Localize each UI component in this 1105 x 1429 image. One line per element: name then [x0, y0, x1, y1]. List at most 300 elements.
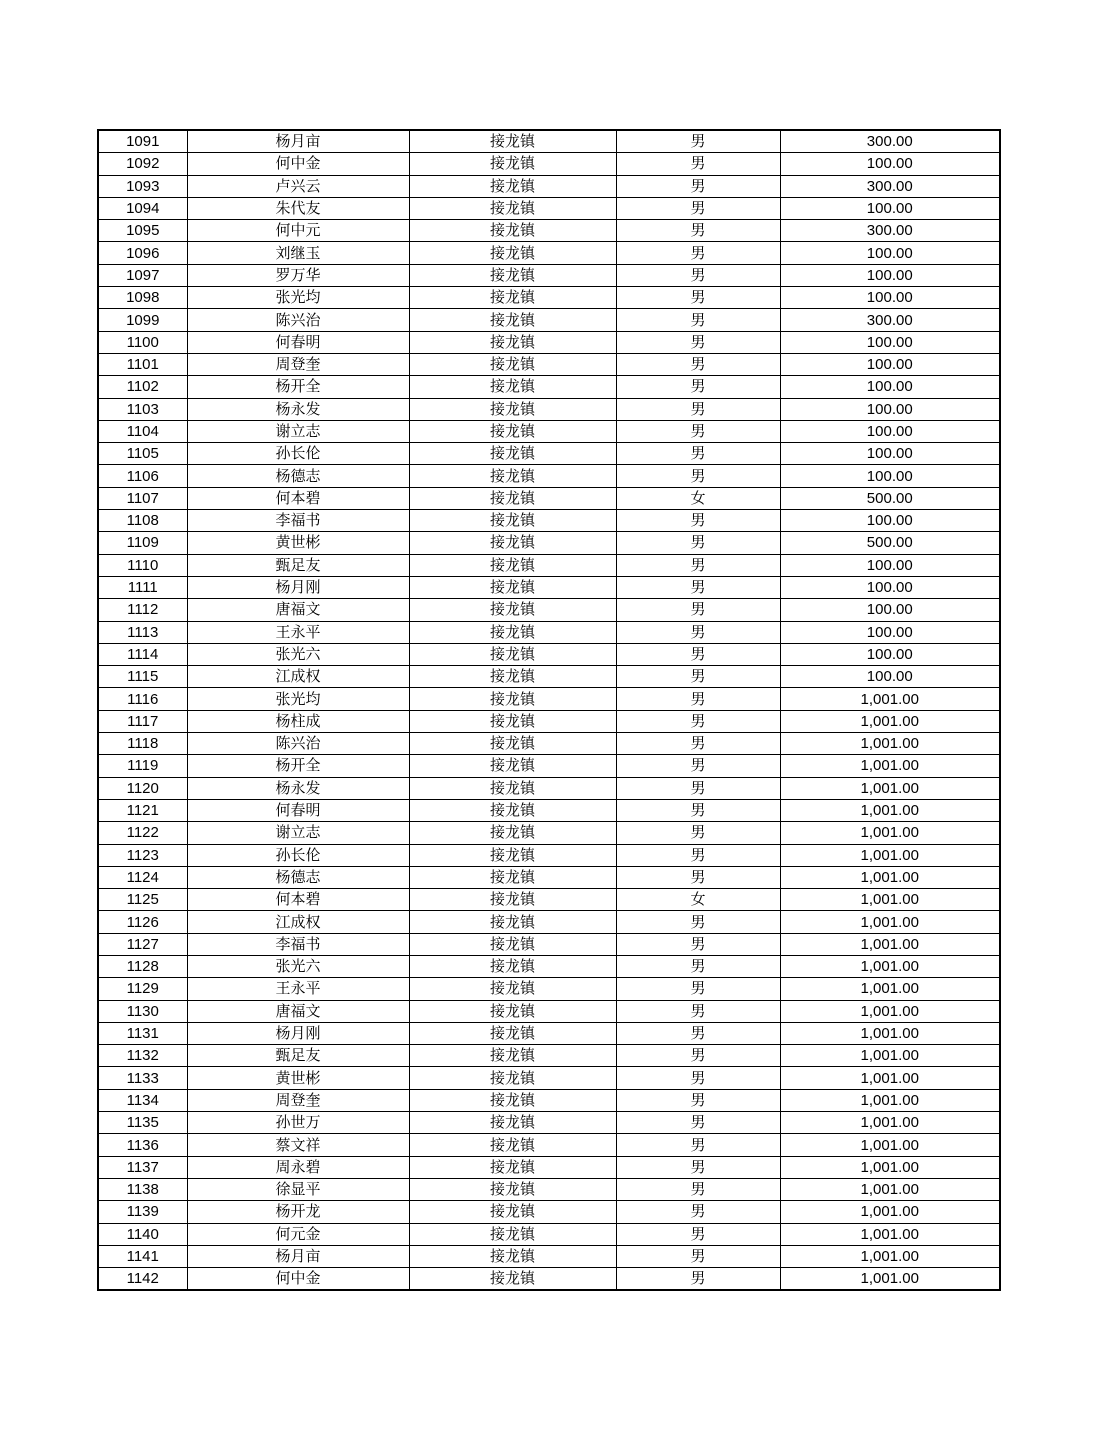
table-row	[98, 1112, 1000, 1134]
cell-town: 接龙镇	[409, 1089, 616, 1111]
cell-number: 1122	[98, 822, 187, 844]
cell-gender: 男	[616, 1000, 780, 1022]
cell-number: 1101	[98, 353, 187, 375]
cell-name: 甄足友	[187, 554, 409, 576]
cell-amount: 500.00	[780, 487, 1000, 509]
cell-name: 王永平	[187, 621, 409, 643]
cell-amount: 300.00	[780, 309, 1000, 331]
cell-amount: 1,001.00	[780, 777, 1000, 799]
cell-name: 谢立志	[187, 822, 409, 844]
cell-amount: 1,001.00	[780, 1112, 1000, 1134]
cell-gender: 男	[616, 799, 780, 821]
cell-town: 接龙镇	[409, 777, 616, 799]
cell-amount: 100.00	[780, 643, 1000, 665]
cell-gender: 男	[616, 1067, 780, 1089]
table-row	[98, 710, 1000, 732]
cell-gender: 男	[616, 264, 780, 286]
cell-town: 接龙镇	[409, 1245, 616, 1267]
cell-name: 周登奎	[187, 1089, 409, 1111]
cell-amount: 1,001.00	[780, 1134, 1000, 1156]
cell-number: 1135	[98, 1112, 187, 1134]
cell-name: 刘继玉	[187, 242, 409, 264]
cell-number: 1126	[98, 911, 187, 933]
cell-name: 江成权	[187, 666, 409, 688]
cell-gender: 男	[616, 465, 780, 487]
cell-gender: 男	[616, 822, 780, 844]
cell-name: 周登奎	[187, 353, 409, 375]
table-row	[98, 1000, 1000, 1022]
table-row	[98, 242, 1000, 264]
cell-gender: 男	[616, 331, 780, 353]
table-row	[98, 1067, 1000, 1089]
cell-amount: 1,001.00	[780, 1268, 1000, 1291]
cell-amount: 100.00	[780, 621, 1000, 643]
cell-town: 接龙镇	[409, 911, 616, 933]
cell-number: 1124	[98, 866, 187, 888]
cell-gender: 男	[616, 1045, 780, 1067]
cell-gender: 男	[616, 1156, 780, 1178]
cell-amount: 1,001.00	[780, 978, 1000, 1000]
table-row	[98, 353, 1000, 375]
cell-number: 1116	[98, 688, 187, 710]
cell-number: 1129	[98, 978, 187, 1000]
cell-gender: 男	[616, 643, 780, 665]
cell-number: 1127	[98, 933, 187, 955]
cell-number: 1141	[98, 1245, 187, 1267]
table-row	[98, 1201, 1000, 1223]
cell-gender: 男	[616, 1245, 780, 1267]
table-row	[98, 844, 1000, 866]
cell-amount: 1,001.00	[780, 1067, 1000, 1089]
cell-name: 杨开龙	[187, 1201, 409, 1223]
cell-amount: 1,001.00	[780, 822, 1000, 844]
cell-name: 何中金	[187, 153, 409, 175]
cell-number: 1099	[98, 309, 187, 331]
cell-gender: 男	[616, 242, 780, 264]
cell-amount: 1,001.00	[780, 1156, 1000, 1178]
cell-amount: 100.00	[780, 153, 1000, 175]
cell-amount: 100.00	[780, 353, 1000, 375]
cell-amount: 300.00	[780, 220, 1000, 242]
cell-gender: 男	[616, 532, 780, 554]
cell-amount: 100.00	[780, 197, 1000, 219]
cell-name: 何本碧	[187, 889, 409, 911]
cell-name: 杨开全	[187, 755, 409, 777]
cell-number: 1097	[98, 264, 187, 286]
cell-number: 1109	[98, 532, 187, 554]
cell-gender: 女	[616, 889, 780, 911]
cell-number: 1094	[98, 197, 187, 219]
cell-town: 接龙镇	[409, 688, 616, 710]
table-row	[98, 755, 1000, 777]
cell-number: 1111	[98, 576, 187, 598]
table-row	[98, 309, 1000, 331]
cell-amount: 100.00	[780, 465, 1000, 487]
cell-name: 张光六	[187, 955, 409, 977]
table-row	[98, 911, 1000, 933]
cell-amount: 1,001.00	[780, 1089, 1000, 1111]
cell-number: 1134	[98, 1089, 187, 1111]
cell-name: 罗万华	[187, 264, 409, 286]
cell-number: 1098	[98, 287, 187, 309]
cell-gender: 男	[616, 398, 780, 420]
cell-town: 接龙镇	[409, 755, 616, 777]
cell-gender: 男	[616, 309, 780, 331]
table-row	[98, 465, 1000, 487]
cell-town: 接龙镇	[409, 175, 616, 197]
table-row	[98, 376, 1000, 398]
cell-amount: 100.00	[780, 398, 1000, 420]
table-row	[98, 799, 1000, 821]
cell-gender: 男	[616, 866, 780, 888]
table-row	[98, 1156, 1000, 1178]
cell-gender: 男	[616, 576, 780, 598]
cell-number: 1113	[98, 621, 187, 643]
cell-amount: 1,001.00	[780, 889, 1000, 911]
cell-name: 杨德志	[187, 866, 409, 888]
cell-town: 接龙镇	[409, 554, 616, 576]
cell-gender: 男	[616, 599, 780, 621]
table-row	[98, 1223, 1000, 1245]
cell-name: 周永碧	[187, 1156, 409, 1178]
cell-town: 接龙镇	[409, 1223, 616, 1245]
cell-town: 接龙镇	[409, 799, 616, 821]
cell-town: 接龙镇	[409, 353, 616, 375]
cell-number: 1117	[98, 710, 187, 732]
cell-name: 朱代友	[187, 197, 409, 219]
cell-name: 张光均	[187, 287, 409, 309]
cell-name: 谢立志	[187, 420, 409, 442]
cell-gender: 男	[616, 287, 780, 309]
cell-gender: 男	[616, 197, 780, 219]
cell-amount: 1,001.00	[780, 1000, 1000, 1022]
cell-town: 接龙镇	[409, 866, 616, 888]
cell-gender: 男	[616, 733, 780, 755]
cell-town: 接龙镇	[409, 309, 616, 331]
cell-town: 接龙镇	[409, 130, 616, 153]
cell-number: 1092	[98, 153, 187, 175]
cell-amount: 100.00	[780, 242, 1000, 264]
table-row	[98, 220, 1000, 242]
cell-town: 接龙镇	[409, 666, 616, 688]
cell-gender: 男	[616, 443, 780, 465]
cell-gender: 男	[616, 688, 780, 710]
cell-town: 接龙镇	[409, 532, 616, 554]
table-row	[98, 130, 1000, 153]
cell-gender: 男	[616, 1022, 780, 1044]
cell-number: 1136	[98, 1134, 187, 1156]
table-row	[98, 733, 1000, 755]
cell-number: 1137	[98, 1156, 187, 1178]
cell-gender: 男	[616, 153, 780, 175]
cell-gender: 男	[616, 1178, 780, 1200]
cell-amount: 1,001.00	[780, 911, 1000, 933]
table-row	[98, 866, 1000, 888]
cell-number: 1115	[98, 666, 187, 688]
cell-gender: 男	[616, 911, 780, 933]
table-row	[98, 287, 1000, 309]
table-row	[98, 955, 1000, 977]
cell-name: 杨永发	[187, 398, 409, 420]
table-row	[98, 599, 1000, 621]
cell-name: 何中元	[187, 220, 409, 242]
cell-number: 1121	[98, 799, 187, 821]
table-row	[98, 666, 1000, 688]
cell-number: 1132	[98, 1045, 187, 1067]
cell-name: 黄世彬	[187, 1067, 409, 1089]
cell-name: 何春明	[187, 331, 409, 353]
cell-gender: 男	[616, 1134, 780, 1156]
cell-number: 1114	[98, 643, 187, 665]
cell-town: 接龙镇	[409, 510, 616, 532]
cell-name: 甄足友	[187, 1045, 409, 1067]
cell-amount: 100.00	[780, 376, 1000, 398]
cell-town: 接龙镇	[409, 576, 616, 598]
cell-amount: 1,001.00	[780, 688, 1000, 710]
cell-number: 1118	[98, 733, 187, 755]
cell-amount: 100.00	[780, 554, 1000, 576]
cell-name: 蔡文祥	[187, 1134, 409, 1156]
cell-amount: 100.00	[780, 666, 1000, 688]
cell-town: 接龙镇	[409, 621, 616, 643]
cell-gender: 男	[616, 621, 780, 643]
cell-town: 接龙镇	[409, 331, 616, 353]
table-row	[98, 175, 1000, 197]
cell-number: 1100	[98, 331, 187, 353]
cell-name: 何春明	[187, 799, 409, 821]
cell-name: 杨月亩	[187, 1245, 409, 1267]
cell-gender: 男	[616, 130, 780, 153]
cell-name: 唐福文	[187, 599, 409, 621]
table-row	[98, 643, 1000, 665]
cell-amount: 1,001.00	[780, 933, 1000, 955]
cell-number: 1105	[98, 443, 187, 465]
cell-name: 杨月刚	[187, 1022, 409, 1044]
table-row	[98, 443, 1000, 465]
table-row	[98, 1045, 1000, 1067]
cell-name: 李福书	[187, 933, 409, 955]
cell-town: 接龙镇	[409, 443, 616, 465]
cell-number: 1102	[98, 376, 187, 398]
cell-town: 接龙镇	[409, 220, 616, 242]
cell-amount: 100.00	[780, 287, 1000, 309]
cell-town: 接龙镇	[409, 933, 616, 955]
cell-amount: 1,001.00	[780, 1045, 1000, 1067]
cell-amount: 100.00	[780, 443, 1000, 465]
cell-number: 1128	[98, 955, 187, 977]
cell-number: 1125	[98, 889, 187, 911]
cell-name: 杨德志	[187, 465, 409, 487]
cell-number: 1120	[98, 777, 187, 799]
cell-name: 陈兴治	[187, 309, 409, 331]
cell-name: 李福书	[187, 510, 409, 532]
cell-amount: 1,001.00	[780, 1022, 1000, 1044]
cell-gender: 男	[616, 933, 780, 955]
cell-number: 1123	[98, 844, 187, 866]
roster-table	[97, 129, 1001, 1291]
cell-gender: 男	[616, 1112, 780, 1134]
cell-name: 何本碧	[187, 487, 409, 509]
roster-table-body	[98, 130, 1000, 1290]
cell-amount: 300.00	[780, 130, 1000, 153]
cell-gender: 男	[616, 1223, 780, 1245]
cell-name: 张光均	[187, 688, 409, 710]
table-row	[98, 197, 1000, 219]
cell-gender: 男	[616, 376, 780, 398]
cell-name: 王永平	[187, 978, 409, 1000]
cell-name: 何中金	[187, 1268, 409, 1291]
cell-town: 接龙镇	[409, 398, 616, 420]
table-row	[98, 889, 1000, 911]
cell-town: 接龙镇	[409, 376, 616, 398]
cell-number: 1095	[98, 220, 187, 242]
cell-town: 接龙镇	[409, 1045, 616, 1067]
cell-town: 接龙镇	[409, 264, 616, 286]
cell-number: 1130	[98, 1000, 187, 1022]
cell-name: 杨月刚	[187, 576, 409, 598]
cell-amount: 100.00	[780, 420, 1000, 442]
cell-number: 1139	[98, 1201, 187, 1223]
cell-number: 1103	[98, 398, 187, 420]
cell-amount: 1,001.00	[780, 1178, 1000, 1200]
cell-gender: 男	[616, 1268, 780, 1291]
cell-amount: 1,001.00	[780, 733, 1000, 755]
cell-name: 孙世万	[187, 1112, 409, 1134]
cell-gender: 男	[616, 220, 780, 242]
cell-town: 接龙镇	[409, 197, 616, 219]
cell-number: 1112	[98, 599, 187, 621]
cell-amount: 1,001.00	[780, 710, 1000, 732]
cell-number: 1104	[98, 420, 187, 442]
table-row	[98, 532, 1000, 554]
cell-town: 接龙镇	[409, 465, 616, 487]
cell-town: 接龙镇	[409, 978, 616, 1000]
cell-gender: 男	[616, 353, 780, 375]
cell-town: 接龙镇	[409, 844, 616, 866]
table-row	[98, 554, 1000, 576]
cell-town: 接龙镇	[409, 955, 616, 977]
cell-town: 接龙镇	[409, 287, 616, 309]
cell-name: 陈兴治	[187, 733, 409, 755]
cell-gender: 男	[616, 510, 780, 532]
cell-name: 卢兴云	[187, 175, 409, 197]
cell-gender: 男	[616, 978, 780, 1000]
cell-gender: 男	[616, 1089, 780, 1111]
cell-gender: 男	[616, 955, 780, 977]
cell-town: 接龙镇	[409, 487, 616, 509]
table-row	[98, 933, 1000, 955]
cell-number: 1131	[98, 1022, 187, 1044]
cell-town: 接龙镇	[409, 1178, 616, 1200]
cell-name: 唐福文	[187, 1000, 409, 1022]
cell-gender: 男	[616, 175, 780, 197]
cell-town: 接龙镇	[409, 1000, 616, 1022]
cell-number: 1133	[98, 1067, 187, 1089]
cell-town: 接龙镇	[409, 153, 616, 175]
cell-name: 何元金	[187, 1223, 409, 1245]
table-row	[98, 487, 1000, 509]
table-row	[98, 978, 1000, 1000]
cell-town: 接龙镇	[409, 889, 616, 911]
cell-amount: 1,001.00	[780, 844, 1000, 866]
table-row	[98, 688, 1000, 710]
cell-number: 1091	[98, 130, 187, 153]
cell-town: 接龙镇	[409, 733, 616, 755]
cell-gender: 男	[616, 554, 780, 576]
table-row	[98, 621, 1000, 643]
cell-town: 接龙镇	[409, 1201, 616, 1223]
cell-gender: 男	[616, 420, 780, 442]
cell-town: 接龙镇	[409, 242, 616, 264]
cell-number: 1110	[98, 554, 187, 576]
cell-number: 1142	[98, 1268, 187, 1291]
cell-number: 1140	[98, 1223, 187, 1245]
cell-gender: 男	[616, 777, 780, 799]
table-row	[98, 264, 1000, 286]
cell-town: 接龙镇	[409, 643, 616, 665]
cell-amount: 100.00	[780, 599, 1000, 621]
cell-amount: 1,001.00	[780, 1201, 1000, 1223]
table-row	[98, 331, 1000, 353]
cell-amount: 100.00	[780, 510, 1000, 532]
cell-name: 江成权	[187, 911, 409, 933]
table-row	[98, 822, 1000, 844]
cell-town: 接龙镇	[409, 1112, 616, 1134]
cell-gender: 男	[616, 1201, 780, 1223]
cell-town: 接龙镇	[409, 1156, 616, 1178]
cell-town: 接龙镇	[409, 420, 616, 442]
cell-amount: 1,001.00	[780, 755, 1000, 777]
cell-name: 孙长伦	[187, 844, 409, 866]
cell-town: 接龙镇	[409, 1268, 616, 1291]
table-row	[98, 1178, 1000, 1200]
cell-name: 张光六	[187, 643, 409, 665]
cell-amount: 100.00	[780, 576, 1000, 598]
table-row	[98, 398, 1000, 420]
cell-amount: 100.00	[780, 331, 1000, 353]
table-row	[98, 1134, 1000, 1156]
cell-gender: 男	[616, 710, 780, 732]
cell-amount: 1,001.00	[780, 1245, 1000, 1267]
cell-amount: 1,001.00	[780, 866, 1000, 888]
cell-name: 杨柱成	[187, 710, 409, 732]
table-row	[98, 1268, 1000, 1291]
cell-number: 1138	[98, 1178, 187, 1200]
table-row	[98, 153, 1000, 175]
table-row	[98, 1022, 1000, 1044]
table-row	[98, 510, 1000, 532]
cell-name: 黄世彬	[187, 532, 409, 554]
cell-number: 1108	[98, 510, 187, 532]
cell-number: 1106	[98, 465, 187, 487]
cell-town: 接龙镇	[409, 710, 616, 732]
cell-gender: 男	[616, 755, 780, 777]
cell-number: 1096	[98, 242, 187, 264]
table-row	[98, 1089, 1000, 1111]
cell-name: 杨月亩	[187, 130, 409, 153]
cell-name: 孙长伦	[187, 443, 409, 465]
cell-amount: 1,001.00	[780, 799, 1000, 821]
cell-name: 徐显平	[187, 1178, 409, 1200]
cell-number: 1119	[98, 755, 187, 777]
cell-name: 杨永发	[187, 777, 409, 799]
cell-town: 接龙镇	[409, 822, 616, 844]
cell-amount: 1,001.00	[780, 955, 1000, 977]
cell-amount: 1,001.00	[780, 1223, 1000, 1245]
cell-amount: 100.00	[780, 264, 1000, 286]
cell-town: 接龙镇	[409, 1022, 616, 1044]
cell-gender: 女	[616, 487, 780, 509]
